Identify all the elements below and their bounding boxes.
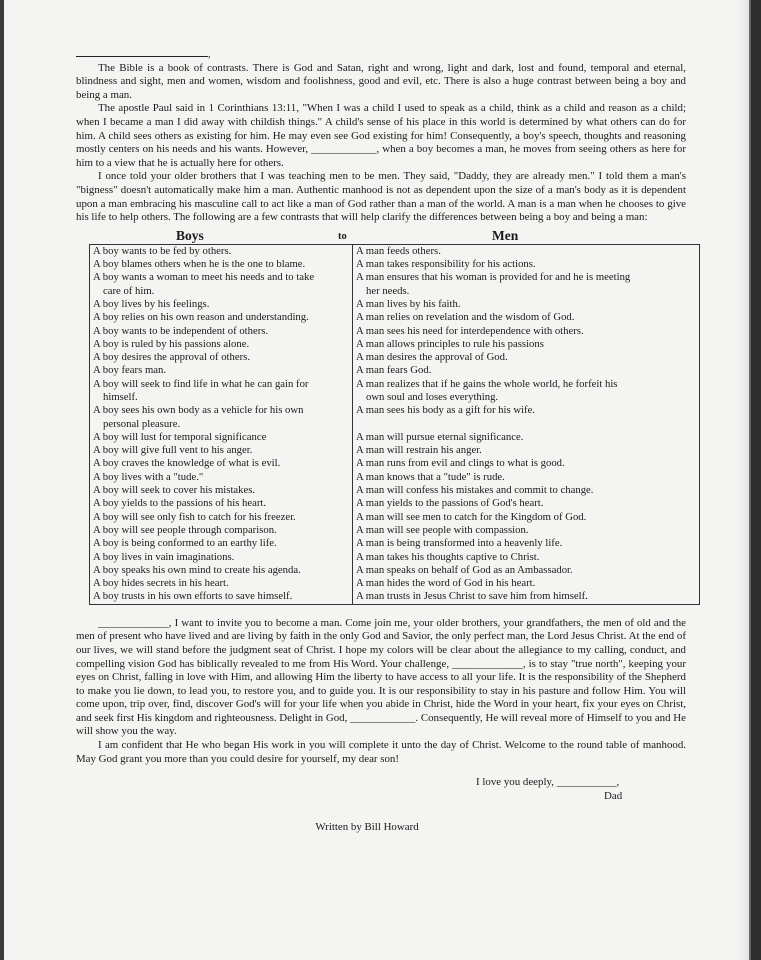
boy-text: A boy wants to be fed by others. <box>93 244 232 257</box>
man-text-continued: her needs. <box>366 284 410 297</box>
signoff-line: I love you deeply, ___________, <box>476 776 620 789</box>
contrast-table <box>89 244 700 605</box>
table-headings <box>76 229 686 244</box>
man-text: A man desires the approval of God. <box>356 351 508 364</box>
boy-cell <box>90 364 353 377</box>
man-cell <box>353 351 700 364</box>
scan-border-right <box>751 0 761 960</box>
man-text: A man speaks on behalf of God as an Ambassador. <box>356 563 573 576</box>
boy-text: A boy lives by his feelings. <box>93 297 210 310</box>
boy-text: A boy lives with a "tude." <box>93 470 204 483</box>
boy-cell <box>90 244 353 258</box>
closing-paragraph-1: _____________, I want to invite you to become a man. Come join me, your older brothers, your grandfathers, the men of old and the men of present who have lived and are living by faith in the only God and Savior, the only perfect man, the Lord Jesus Christ. At the end of our lives, we will stand before the judgment seat of Christ. I hope my colors will be clear about the allegiance to my calling, conduct, and compelling vision God has biblically revealed to me from His Word. Your challenge, _____________, is to stay "true north", keeping your eyes on Christ, falling in love with Him, and allowing Him the liberty to have access to all your life. It is the responsibility of the Shepherd to make you lie down, to lead you, to restore you, and to guide you. It is our responsibility to stay in his pasture and follow Him. You will come upon, trip over, find, discover God's will for your life when you abide in Christ, hide the Word in your heart, fix your eyes on Christ, and seek first His kingdom and righteousness. Delight in God, ____________. Consequently, He will reveal more of Himself to you and He will show you the way. <box>76 616 686 738</box>
man-text: A man sees his body as a gift for his wife. <box>356 404 535 417</box>
table-row <box>90 258 700 271</box>
intro-paragraph-2: The apostle Paul said in 1 Corinthians 13:11, "When I was a child I used to speak as a child, think as a child and reason as a child; when I became a man I did away with childish things." A child's sense of his place in this world is determined by what others can do for him. A child sees others as existing for him. He may even see God existing for him! Consequently, a boy's speech, thoughts and reasoning mostly centers on his needs and his wants. However, ____________, when a boy becomes a man, he moves from seeing others as here for him to a view that he is actually here for others. <box>76 102 686 169</box>
man-cell <box>353 271 700 298</box>
boy-text: A boy wants a woman to meet his needs and to take <box>93 271 315 284</box>
boy-cell <box>90 325 353 338</box>
man-text: A man feeds others. <box>356 244 441 257</box>
man-cell <box>353 471 700 484</box>
table-row <box>90 325 700 338</box>
man-text: A man runs from evil and clings to what is good. <box>356 457 565 470</box>
boy-cell <box>90 471 353 484</box>
man-text: A man ensures that his woman is provided for and he is meeting <box>356 271 631 284</box>
name-blank-line: , <box>76 44 686 62</box>
table-row <box>90 537 700 550</box>
boy-text: A boy will see people through comparison. <box>93 523 277 536</box>
boys-heading: Boys <box>176 227 204 243</box>
boy-cell <box>90 444 353 457</box>
boy-cell <box>90 524 353 537</box>
boy-cell <box>90 511 353 524</box>
man-cell <box>353 404 700 431</box>
boy-cell <box>90 258 353 271</box>
boy-cell <box>90 497 353 510</box>
man-cell <box>353 484 700 497</box>
boy-text: A boy will see only fish to catch for his freezer. <box>93 510 296 523</box>
boy-text: A boy will give full vent to his anger. <box>93 444 253 457</box>
boy-text: A boy speaks his own mind to create his agenda. <box>93 563 301 576</box>
table-row <box>90 511 700 524</box>
man-text: A man fears God. <box>356 364 432 377</box>
boy-text: A boy is being conformed to an earthy life. <box>93 537 277 550</box>
boy-cell <box>90 351 353 364</box>
boy-text: A boy fears man. <box>93 364 167 377</box>
man-cell <box>353 244 700 258</box>
man-cell <box>353 258 700 271</box>
table-row <box>90 271 700 298</box>
boy-cell <box>90 298 353 311</box>
man-text: A man yields to the passions of God's heart. <box>356 497 544 510</box>
boy-cell <box>90 311 353 324</box>
man-text: A man takes his thoughts captive to Christ. <box>356 550 540 563</box>
man-cell <box>353 551 700 564</box>
closing-paragraph-2: I am confident that He who began His work in you will complete it unto the day of Christ. Welcome to the round table of manhood. May God grant you more than you could desire for yourself, my dear son! <box>76 739 686 765</box>
table-row <box>90 311 700 324</box>
to-heading: to <box>338 230 347 242</box>
man-text: A man will restrain his anger. <box>356 444 482 457</box>
man-cell <box>353 378 700 405</box>
man-text: A man takes responsibility for his actions. <box>356 258 536 271</box>
boy-cell <box>90 457 353 470</box>
boy-text: A boy will lust for temporal significance <box>93 430 267 443</box>
man-text: A man trusts in Jesus Christ to save him from himself. <box>356 590 588 603</box>
table-row <box>90 378 700 405</box>
table-row <box>90 484 700 497</box>
man-cell <box>353 577 700 590</box>
man-text: A man sees his need for interdependence with others. <box>356 324 584 337</box>
man-cell <box>353 431 700 444</box>
man-text: A man realizes that if he gains the whole world, he forfeit his <box>356 377 618 390</box>
boy-cell <box>90 484 353 497</box>
table-row <box>90 564 700 577</box>
table-row <box>90 551 700 564</box>
table-row <box>90 577 700 590</box>
table-row <box>90 444 700 457</box>
man-text: A man hides the word of God in his heart. <box>356 577 536 590</box>
boy-text: A boy yields to the passions of his heart. <box>93 497 267 510</box>
man-cell <box>353 298 700 311</box>
boy-cell <box>90 431 353 444</box>
table-row <box>90 404 700 431</box>
boy-text: A boy blames others when he is the one to blame. <box>93 258 306 271</box>
table-row <box>90 497 700 510</box>
document-body <box>76 44 686 835</box>
man-text: A man will confess his mistakes and commit to change. <box>356 484 594 497</box>
man-cell <box>353 311 700 324</box>
boy-text: A boy will seek to cover his mistakes. <box>93 484 256 497</box>
table-row <box>90 364 700 377</box>
man-cell <box>353 564 700 577</box>
man-text-continued: own soul and loses everything. <box>366 390 499 403</box>
man-text: A man will pursue eternal significance. <box>356 430 524 443</box>
table-row <box>90 338 700 351</box>
table-row <box>90 431 700 444</box>
signer-name: Dad <box>604 789 623 802</box>
boy-cell <box>90 378 353 405</box>
boy-text: A boy craves the knowledge of what is evil. <box>93 457 281 470</box>
man-text: A man allows principles to rule his passions <box>356 337 544 350</box>
boy-cell <box>90 338 353 351</box>
boy-text: A boy trusts in his own efforts to save himself. <box>93 590 293 603</box>
boy-text: A boy will seek to find life in what he can gain for <box>93 377 309 390</box>
table-row <box>90 590 700 604</box>
man-text: A man lives by his faith. <box>356 297 461 310</box>
man-text: A man will see people with compassion. <box>356 523 529 536</box>
man-cell <box>353 511 700 524</box>
man-text: A man knows that a "tude" is rude. <box>356 470 505 483</box>
boy-cell <box>90 271 353 298</box>
intro-paragraph-1: The Bible is a book of contrasts. There is God and Satan, right and wrong, light and dark, lost and found, temporal and eternal, blindness and sight, men and women, wisdom and foolishness, good and evil, etc. There is also a huge contrast between being a boy and being a man. <box>76 61 686 101</box>
signature-block <box>476 776 686 803</box>
boy-text: A boy wants to be independent of others. <box>93 324 269 337</box>
man-cell <box>353 524 700 537</box>
boy-text: A boy hides secrets in his heart. <box>93 577 229 590</box>
boy-cell <box>90 590 353 604</box>
man-cell <box>353 537 700 550</box>
table-row <box>90 351 700 364</box>
man-text: A man relies on revelation and the wisdom of God. <box>356 311 575 324</box>
man-text: A man is being transformed into a heavenly life. <box>356 537 563 550</box>
boy-cell <box>90 577 353 590</box>
man-cell <box>353 444 700 457</box>
boy-text: A boy sees his own body as a vehicle for his own <box>93 404 304 417</box>
boy-cell <box>90 404 353 431</box>
boy-text-continued: care of him. <box>103 284 155 297</box>
man-cell <box>353 338 700 351</box>
man-cell <box>353 364 700 377</box>
man-cell <box>353 457 700 470</box>
boy-cell <box>90 551 353 564</box>
intro-paragraph-3: I once told your older brothers that I was teaching men to be men. They said, "Daddy, they are already men." I told them a man's "bigness" doesn't automatically make him a man. Authentic manhood is not as dependent upon the size of a man's body as it is dependent upon a man embracing his masculine call to act like a man of God rather than a man of the world. A man is a man when he chooses to give his life to help others. The following are a few contrasts that will help clarify the differences between being a boy and being a man: <box>76 170 686 224</box>
man-cell <box>353 325 700 338</box>
boy-text-continued: personal pleasure. <box>103 417 181 430</box>
boy-text: A boy relies on his own reason and understanding. <box>93 311 309 324</box>
table-row <box>90 457 700 470</box>
table-row <box>90 524 700 537</box>
boy-text: A boy is ruled by his passions alone. <box>93 337 250 350</box>
page-edge-shadow <box>737 0 751 960</box>
table-row <box>90 298 700 311</box>
man-cell <box>353 590 700 604</box>
boy-text-continued: himself. <box>103 390 138 403</box>
document-page <box>4 0 749 960</box>
men-heading: Men <box>492 227 519 243</box>
boy-cell <box>90 564 353 577</box>
author-credit: Written by Bill Howard <box>315 821 419 834</box>
man-cell <box>353 497 700 510</box>
boy-cell <box>90 537 353 550</box>
boy-text: A boy desires the approval of others. <box>93 351 251 364</box>
man-text: A man will see men to catch for the Kingdom of God. <box>356 510 587 523</box>
table-row <box>90 471 700 484</box>
table-row <box>90 244 700 258</box>
boy-text: A boy lives in vain imaginations. <box>93 550 235 563</box>
